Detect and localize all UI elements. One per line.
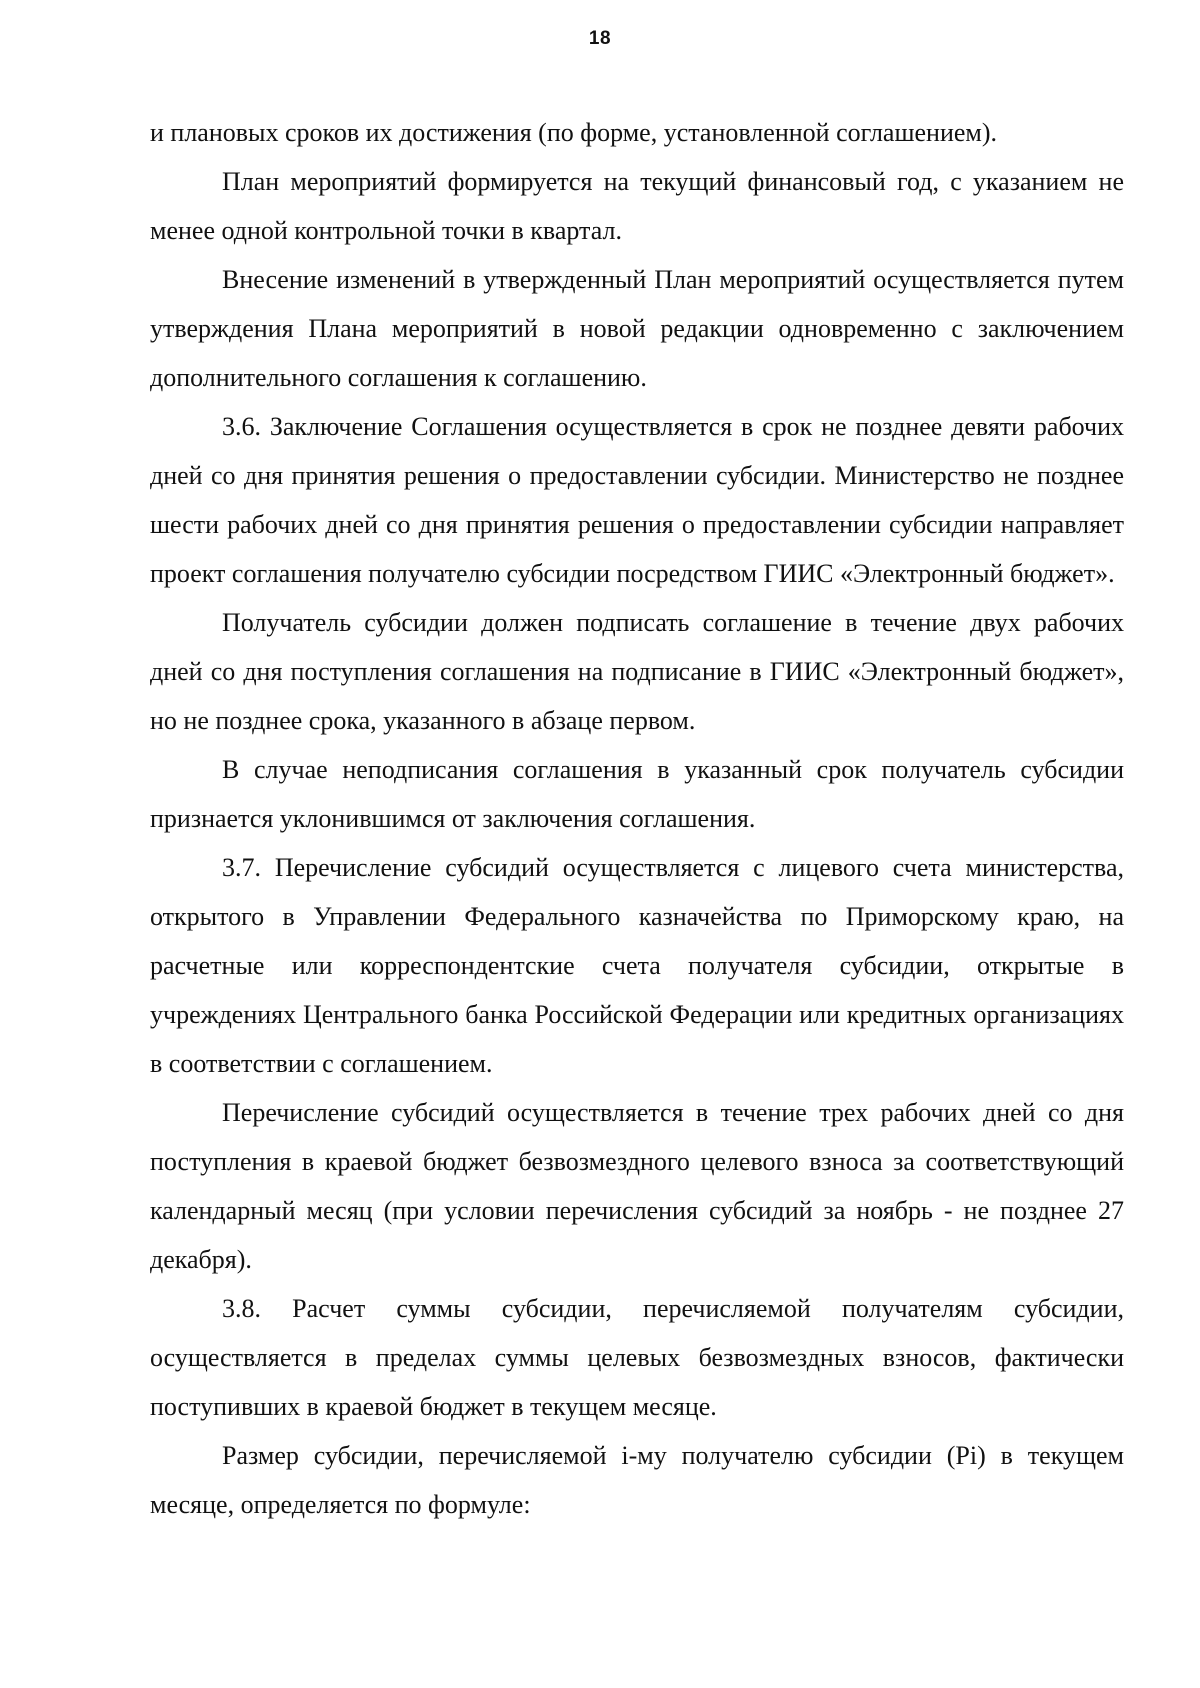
paragraph: и плановых сроков их достижения (по форме, установленной соглашением). <box>150 118 998 147</box>
paragraph-section-3-8: 3.8. Расчет суммы субсидии, перечисляемой получателям субсидии, осуществляется в пределах суммы целевых безвозмездных взносов, фактически поступивших в краевой бюджет в текущем месяце. <box>150 1294 1124 1421</box>
paragraph: Внесение изменений в утвержденный План мероприятий осуществляется путем утверждения Плана мероприятий в новой редакции одновременно с заключением дополнительного соглашения к соглашению. <box>150 265 1124 392</box>
paragraph: Размер субсидии, перечисляемой i-му получателю субсидии (Pi) в текущем месяце, определяется по формуле: <box>150 1441 1124 1519</box>
document-body <box>150 108 1124 1529</box>
paragraph: Перечисление субсидий осуществляется в течение трех рабочих дней со дня поступления в краевой бюджет безвозмездного целевого взноса за соответствующий календарный месяц (при условии перечисления субсидий за ноябрь - не позднее 27 декабря). <box>150 1098 1124 1274</box>
paragraph: План мероприятий формируется на текущий финансовый год, с указанием не менее одной контрольной точки в квартал. <box>150 167 1124 245</box>
page-number: 18 <box>588 28 612 49</box>
paragraph: Получатель субсидии должен подписать соглашение в течение двух рабочих дней со дня поступления соглашения на подписание в ГИИС «Электронный бюджет», но не позднее срока, указанного в абзаце первом. <box>150 608 1124 735</box>
paragraph-section-3-7: 3.7. Перечисление субсидий осуществляется с лицевого счета министерства, открытого в Управлении Федерального казначейства по Приморскому краю, на расчетные или корреспондентские счета получателя субсидии, открытые в учреждениях Центрального банка Российской Федерации или кредитных организациях в соответствии с соглашением. <box>150 853 1124 1078</box>
paragraph: В случае неподписания соглашения в указанный срок получатель субсидии признается уклонившимся от заключения соглашения. <box>150 755 1124 833</box>
paragraph-section-3-6: 3.6. Заключение Соглашения осуществляется в срок не позднее девяти рабочих дней со дня принятия решения о предоставлении субсидии. Министерство не позднее шести рабочих дней со дня принятия решения о предоставлении субсидии направляет проект соглашения получателю субсидии посредством ГИИС «Электронный бюджет». <box>150 412 1124 588</box>
